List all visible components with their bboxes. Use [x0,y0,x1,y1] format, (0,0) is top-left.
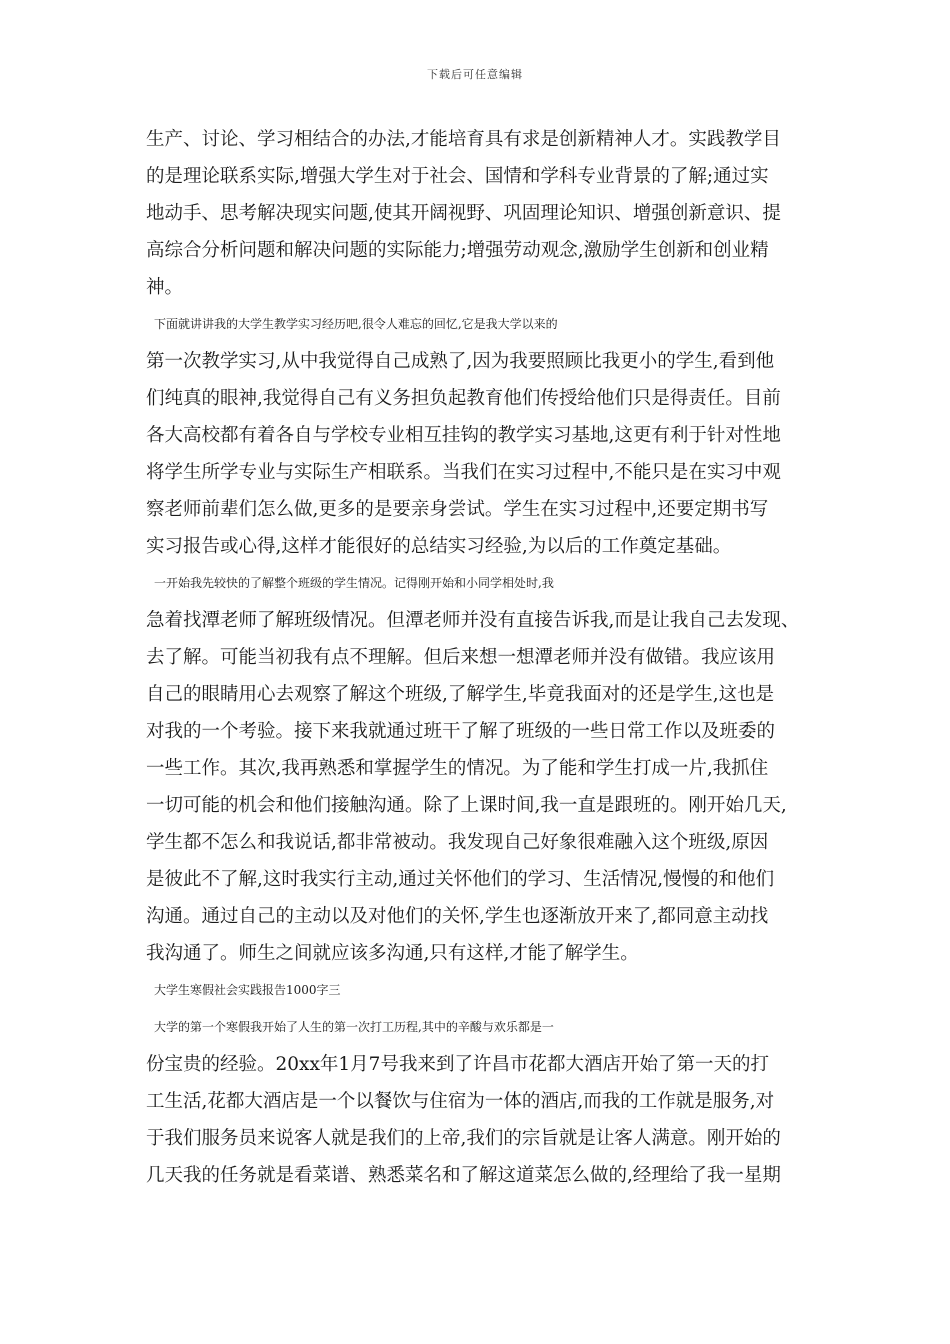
text-line: 于我们服务员来说客人就是我们的上帝,我们的宗旨就是让客人满意。刚开始的 [146,1128,781,1149]
text-line: 地动手、思考解决现实问题,使其开阔视野、巩固理论知识、增强创新意识、提 [146,203,781,224]
text-line: 各大高校都有着各自与学校专业相互挂钩的教学实习基地,这更有利于针对性地 [146,425,781,446]
text-line: 去了解。可能当初我有点不理解。但后来想一想潭老师并没有做错。我应该用 [146,647,776,668]
text-line: 工生活,花都大酒店是一个以餐饮与住宿为一体的酒店,而我的工作就是服务,对 [146,1091,775,1112]
text-line: 份宝贵的经验。20xx年1月7号我来到了许昌市花都大酒店开始了第一天的打 [146,1054,769,1075]
text-line: 一些工作。其次,我再熟悉和掌握学生的情况。为了能和学生打成一片,我抓住 [146,758,769,779]
text-line: 学生都不怎么和我说话,都非常被动。我发现自己好象很难融入这个班级,原因 [146,832,769,853]
text-line: 大学生寒假社会实践报告1000字三 [154,983,341,997]
text-line: 我沟通了。师生之间就应该多沟通,只有这样,才能了解学生。 [146,943,639,964]
text-line: 实习报告或心得,这样才能很好的总结实习经验,为以后的工作奠定基础。 [146,536,732,557]
text-line: 沟通。通过自己的主动以及对他们的关怀,学生也逐渐放开来了,都同意主动找 [146,906,769,927]
text-line: 第一次教学实习,从中我觉得自己成熟了,因为我要照顾比我更小的学生,看到他 [146,351,775,372]
text-line: 的是理论联系实际,增强大学生对于社会、国情和学科专业背景的了解;通过实 [146,166,769,187]
text-line: 大学的第一个寒假我开始了人生的第一次打工历程,其中的辛酸与欢乐都是一 [154,1020,554,1034]
document-body [146,121,836,1194]
text-line: 生产、讨论、学习相结合的办法,才能培育具有求是创新精神人才。实践教学目 [146,129,781,150]
text-line: 将学生所学专业与实际生产相联系。当我们在实习过程中,不能只是在实习中观 [146,462,781,483]
page-header-note: 下载后可任意编辑 [427,68,523,81]
text-line: 下面就讲讲我的大学生教学实习经历吧,很令人难忘的回忆,它是我大学以来的 [154,317,558,331]
text-line: 是彼此不了解,这时我实行主动,通过关怀他们的学习、生活情况,慢慢的和他们 [146,869,775,890]
text-line: 高综合分析问题和解决问题的实际能力;增强劳动观念,激励学生创新和创业精 [146,240,769,261]
text-line: 一开始我先较快的了解整个班级的学生情况。记得刚开始和小同学相处时,我 [154,576,554,590]
text-line: 一切可能的机会和他们接触沟通。除了上课时间,我一直是跟班的。刚开始几天, [146,795,787,816]
text-line: 神。 [146,277,184,298]
text-line: 察老师前辈们怎么做,更多的是要亲身尝试。学生在实习过程中,还要定期书写 [146,499,769,520]
text-line: 几天我的任务就是看菜谱、熟悉菜名和了解这道菜怎么做的,经理给了我一星期 [146,1165,781,1186]
text-line: 对我的一个考验。接下来我就通过班干了解了班级的一些日常工作以及班委的 [146,721,776,742]
text-line: 自己的眼睛用心去观察了解这个班级,了解学生,毕竟我面对的还是学生,这也是 [146,684,775,705]
text-line: 们纯真的眼神,我觉得自己有义务担负起教育他们传授给他们只是得责任。目前 [146,388,781,409]
text-line: 急着找潭老师了解班级情况。但潭老师并没有直接告诉我,而是让我自己去发现、 [146,610,800,631]
